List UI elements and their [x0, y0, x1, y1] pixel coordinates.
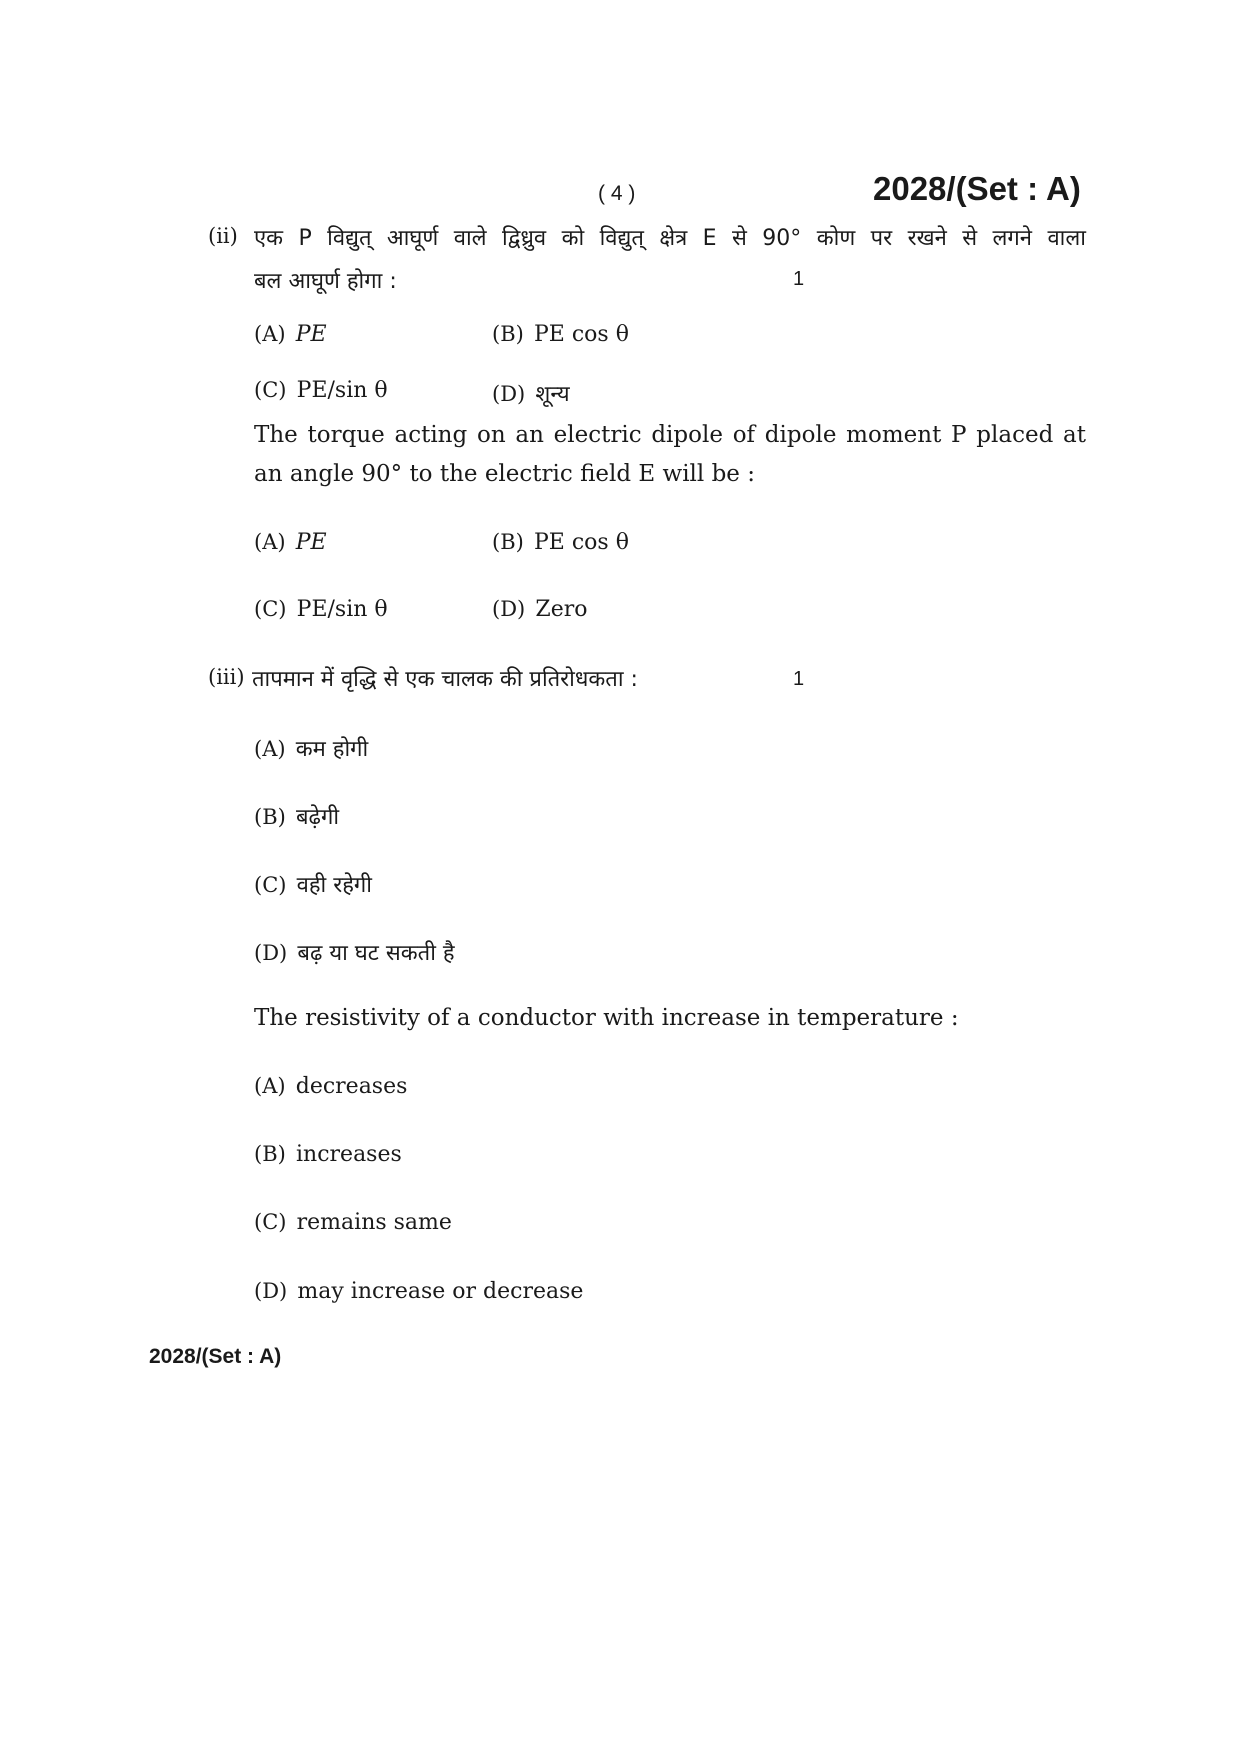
option-label: (C) [254, 873, 287, 897]
option-label: (A) [254, 737, 286, 761]
option-text: PE [295, 322, 327, 347]
option-label: (B) [492, 530, 524, 554]
question-ii-marks: 1 [793, 268, 805, 290]
option-text: PE/sin θ [296, 378, 388, 403]
option-text: PE cos θ [534, 530, 629, 555]
question-ii-hindi-line1: एक P विद्युत् आघूर्ण वाले द्विध्रुव को विद्युत् क्षेत्र E से 90° कोण पर रखने से लगने वाला [254, 226, 1086, 251]
q2-hindi-option-d [492, 378, 570, 408]
q3-hindi-option-b [254, 801, 339, 831]
q3-english-option-b [254, 1142, 402, 1167]
option-label: (B) [254, 1142, 286, 1166]
question-ii-english-line2: an angle 90° to the electric field E will be : [254, 461, 755, 487]
question-iii-marks: 1 [793, 668, 805, 690]
q2-hindi-option-c [254, 378, 388, 403]
q2-english-option-b [492, 530, 629, 555]
page-number: ( 4 ) [598, 182, 636, 205]
q2-english-option-c [254, 597, 388, 622]
option-label: (D) [492, 382, 526, 406]
question-iii-hindi: तापमान में वृद्धि से एक चालक की प्रतिरोधकता : [252, 667, 638, 692]
option-label: (C) [254, 1210, 287, 1234]
option-label: (D) [254, 1279, 288, 1303]
q2-hindi-option-b [492, 322, 629, 347]
option-label: (D) [492, 597, 526, 621]
option-label: (D) [254, 941, 288, 965]
option-label: (B) [254, 805, 286, 829]
option-text: may increase or decrease [297, 1279, 584, 1304]
option-label: (C) [254, 378, 287, 402]
question-ii-english-line1: The torque acting on an electric dipole of dipole moment P placed at [254, 422, 1086, 448]
q2-english-option-d [492, 597, 587, 622]
q2-english-option-a [254, 530, 327, 555]
paper-code-header: 2028/(Set : A) [873, 170, 1081, 207]
option-text: PE cos θ [534, 322, 629, 347]
q3-english-option-c [254, 1210, 452, 1235]
option-text: decreases [295, 1074, 408, 1099]
option-text: PE [295, 530, 327, 555]
option-label: (A) [254, 530, 286, 554]
option-text: बढ़ या घट सकती है [297, 941, 455, 966]
option-text: शून्य [535, 382, 570, 407]
option-text: बढ़ेगी [296, 805, 340, 830]
option-text: वही रहेगी [296, 873, 373, 898]
option-text: PE/sin θ [296, 597, 388, 622]
option-label: (A) [254, 322, 286, 346]
q3-english-option-a [254, 1074, 407, 1099]
q2-hindi-option-a [254, 322, 327, 347]
q3-hindi-option-d [254, 937, 455, 967]
q3-hindi-option-a [254, 733, 368, 763]
question-iii-english: The resistivity of a conductor with increase in temperature : [254, 1005, 959, 1031]
q3-hindi-option-c [254, 869, 372, 899]
option-label: (C) [254, 597, 287, 621]
option-label: (A) [254, 1074, 286, 1098]
option-text: कम होगी [295, 737, 369, 762]
paper-code-footer: 2028/(Set : A) [149, 1345, 282, 1368]
q3-english-option-d [254, 1279, 583, 1304]
question-number-ii: (ii) [208, 224, 238, 248]
question-number-iii: (iii) [208, 665, 245, 689]
option-text: remains same [296, 1210, 452, 1235]
question-ii-hindi-line2: बल आघूर्ण होगा : [254, 269, 397, 294]
option-text: increases [296, 1142, 402, 1167]
option-label: (B) [492, 322, 524, 346]
option-text: Zero [535, 597, 588, 622]
